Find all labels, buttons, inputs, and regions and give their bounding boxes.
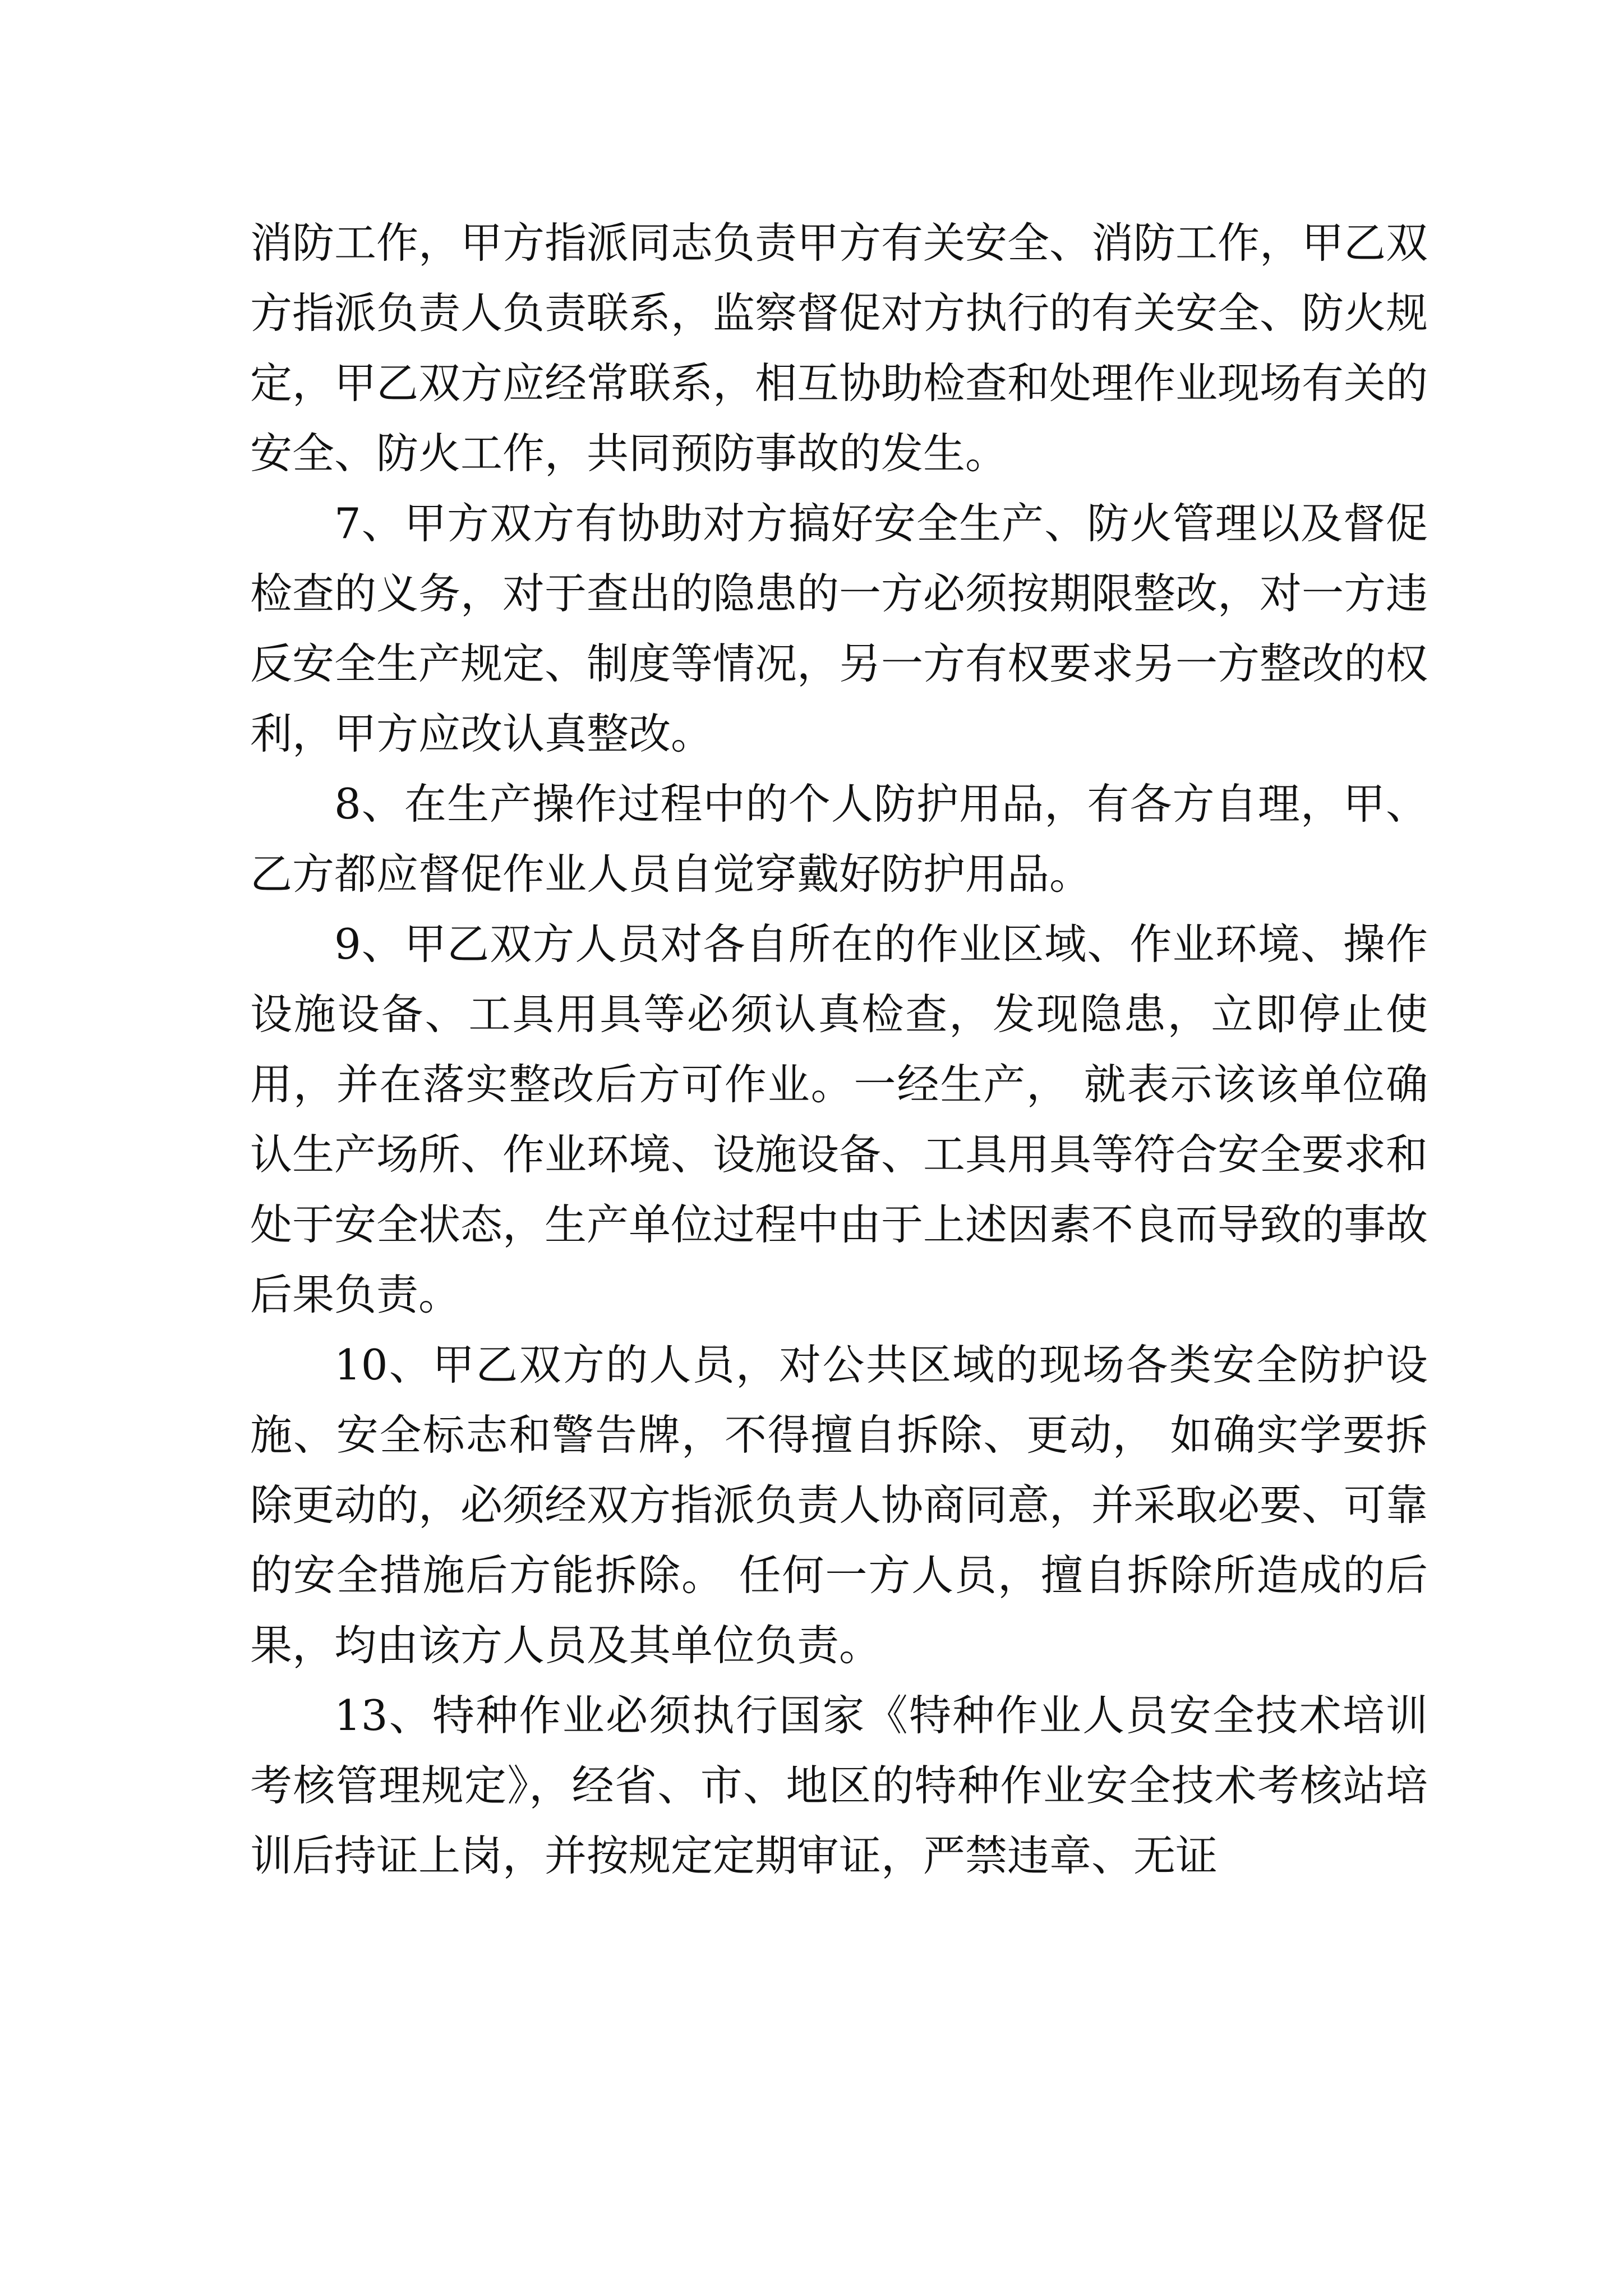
document-body	[250, 208, 1428, 1891]
paragraph-clause-7: 7、甲方双方有协助对方搞好安全生产、防火管理以及督促检查的义务，对于查出的隐患的一方必须按期限整改，对一方违反安全生产规定、制度等情况，另一方有权要求另一方整改的权利，甲方应改认真整改。	[250, 499, 1428, 758]
paragraph-clause-9: 9、甲乙双方人员对各自所在的作业区域、作业环境、操作设施设备、工具用具等必须认真检查，发现隐患，立即停止使用，并在落实整改后方可作业。一经生产， 就表示该该单位确认生产场所、作业环境、设施设备、工具用具等符合安全要求和处于安全状态，生产单位过程中由于上述因素不良而导致的事故后果负责。	[250, 919, 1428, 1319]
paragraph-clause-10: 10、甲乙双方的人员，对公共区域的现场各类安全防护设施、安全标志和警告牌，不得擅自拆除、更动， 如确实学要拆除更动的，必须经双方指派负责人协商同意，并采取必要、可靠的安全措施后方能拆除。 任何一方人员，擅自拆除所造成的后果，均由该方人员及其单位负责。	[250, 1340, 1428, 1670]
paragraph-continued-fire-safety: 消防工作，甲方指派同志负责甲方有关安全、消防工作，甲乙双方指派负责人负责联系，监察督促对方执行的有关安全、防火规定，甲乙双方应经常联系，相互协助检查和处理作业现场有关的安全、防火工作，共同预防事故的发生。	[250, 218, 1428, 478]
paragraph-clause-13: 13、特种作业必须执行国家《特种作业人员安全技术培训考核管理规定》，经省、市、地区的特种作业安全技术考核站培训后持证上岗，并按规定定期审证，严禁违章、无证	[250, 1691, 1428, 1880]
paragraph-clause-8: 8、在生产操作过程中的个人防护用品，有各方自理，甲、乙方都应督促作业人员自觉穿戴好防护用品。	[250, 779, 1428, 899]
